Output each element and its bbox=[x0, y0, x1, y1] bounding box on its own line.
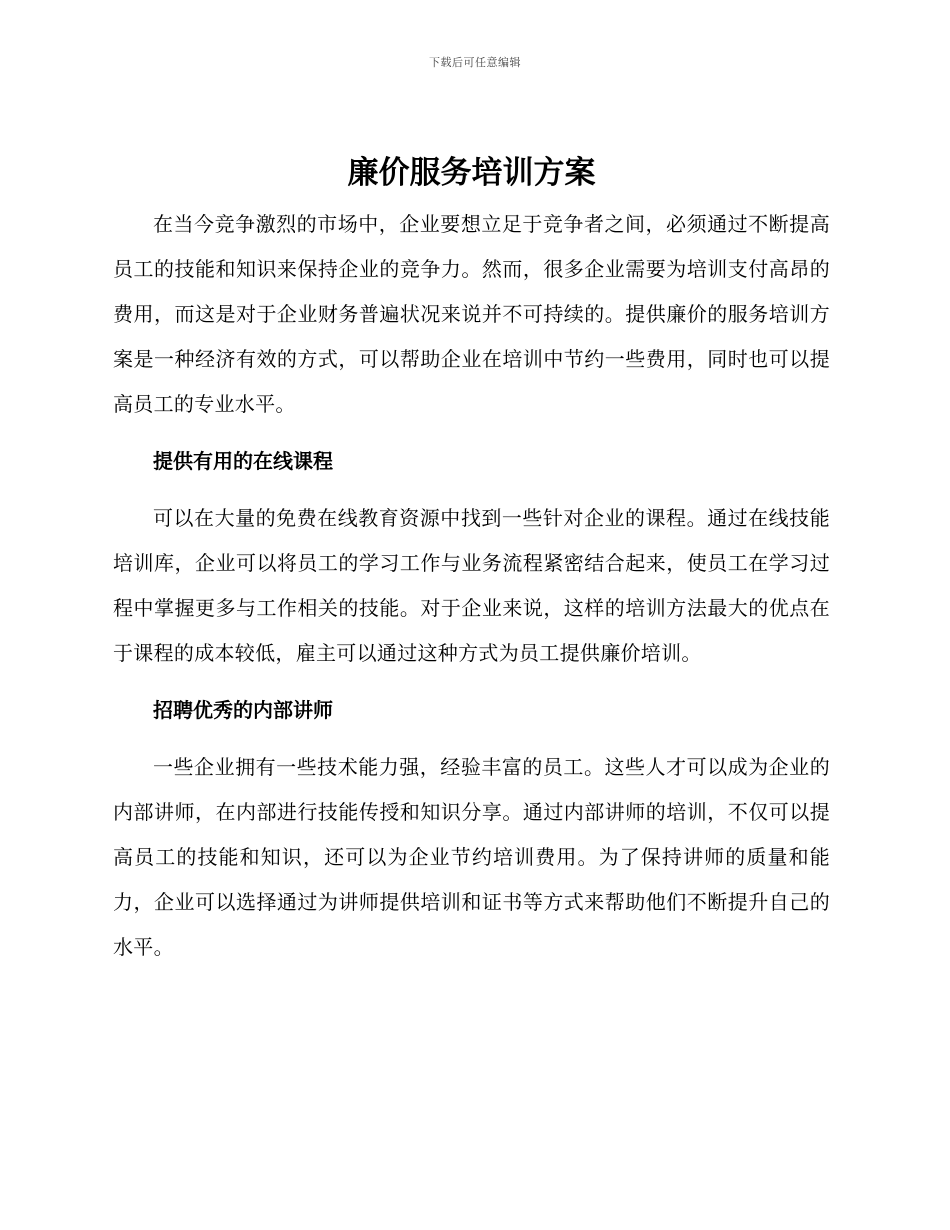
intro-paragraph: 在当今竞争激烈的市场中，企业要想立足于竞争者之间，必须通过不断提高员工的技能和知识来保持企业的竞争力。然而，很多企业需要为培训支付高昂的费用，而这是对于企业财务普遍状况来说并不可持续的。提供廉价的服务培训方案是一种经济有效的方式，可以帮助企业在培训中节约一些费用，同时也可以提高员工的专业水平。 bbox=[113, 212, 830, 416]
section-body-online-courses: 可以在大量的免费在线教育资源中找到一些针对企业的课程。通过在线技能培训库，企业可以将员工的学习工作与业务流程紧密结合起来，使员工在学习过程中掌握更多与工作相关的技能。对于企业来说，这样的培训方法最大的优点在于课程的成本较低，雇主可以通过这种方式为员工提供廉价培训。 bbox=[113, 506, 830, 665]
header-note: 下载后可任意编辑 bbox=[429, 56, 521, 69]
section-body-internal-trainers: 一些企业拥有一些技术能力强，经验丰富的员工。这些人才可以成为企业的内部讲师，在内部进行技能传授和知识分享。通过内部讲师的培训，不仅可以提高员工的技能和知识，还可以为企业节约培训费用。为了保持讲师的质量和能力，企业可以选择通过为讲师提供培训和证书等方式来帮助他们不断提升自己的水平。 bbox=[113, 755, 830, 959]
document-body bbox=[113, 150, 830, 970]
document-title: 廉价服务培训方案 bbox=[347, 155, 596, 191]
section-heading-online-courses: 提供有用的在线课程 bbox=[153, 449, 333, 473]
section-heading-internal-trainers: 招聘优秀的内部讲师 bbox=[153, 698, 333, 722]
